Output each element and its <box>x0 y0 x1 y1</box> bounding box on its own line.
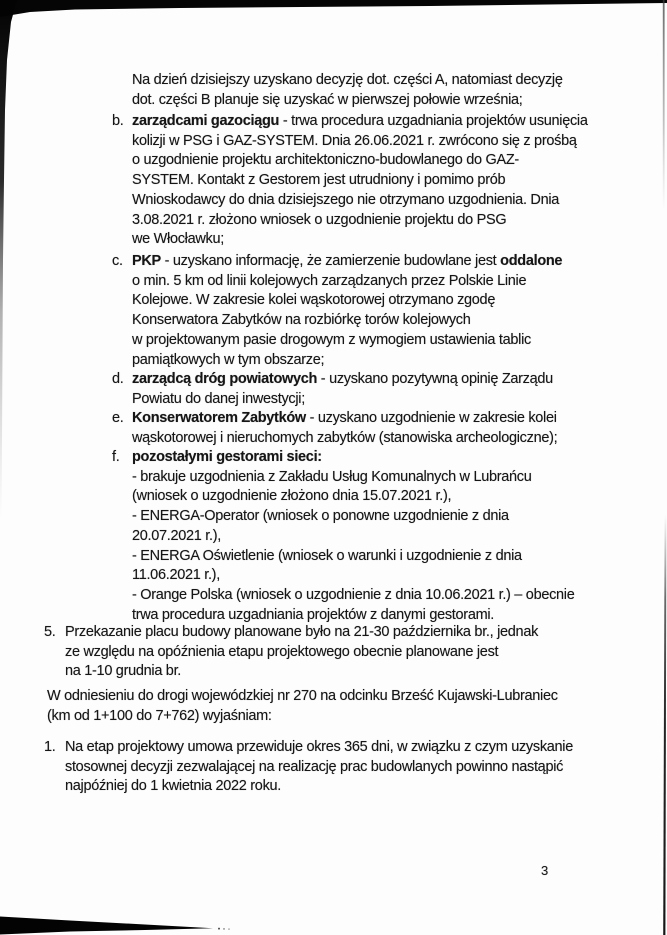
list-item-5 <box>44 623 539 682</box>
text-run: Kolejowe. W zakresie kolei wąskotorowej otrzymano zgodę <box>132 292 496 309</box>
list-item-b <box>112 112 588 250</box>
text-line <box>112 409 557 429</box>
text-run: na 1-10 grudnia br. <box>65 663 182 680</box>
text-run: 20.07.2021 r.), <box>132 527 222 544</box>
text-line <box>65 777 573 797</box>
scan-speck <box>218 928 220 930</box>
text-line <box>112 448 575 468</box>
text-run: stosownej decyzji zezwalającej na realizację prac budowlanych powinno nastąpić <box>65 758 564 775</box>
text-run: o min. 5 km od linii kolejowych zarządzanych przez Polskie Linie <box>132 272 527 289</box>
text-line <box>132 311 562 331</box>
bold-text-run: oddalone <box>500 253 563 269</box>
text-line <box>132 71 563 91</box>
text-line <box>65 662 538 682</box>
text-run: Przekazanie placu budowy planowane było na 21-30 października br., jednak <box>65 624 539 640</box>
text-line <box>132 151 588 171</box>
text-run: najpóźniej do 1 kwietnia 2022 roku. <box>65 778 282 795</box>
list-marker: e. <box>112 410 124 426</box>
text-run: - uzyskano informację, że zamierzenie budowlane jest <box>160 253 501 269</box>
scan-edge-right-top <box>663 0 665 210</box>
text-run: - brakuje uzgodnienia z Zakładu Usług Komunalnych w Lubrańcu <box>132 468 532 485</box>
text-run: kolizji w PSG i GAZ-SYSTEM. Dnia 26.06.2021 r. zwrócono się z prośbą <box>132 132 577 149</box>
text-line <box>47 707 558 727</box>
text-line <box>132 351 562 371</box>
text-line <box>112 370 553 390</box>
text-run: - uzyskano pozytywną opinię Zarządu <box>317 371 553 387</box>
text-run: 3.08.2021 r. złożono wniosek o uzgodnienie projektu do PSG <box>132 211 507 228</box>
text-run: - ENERGA-Operator (wniosek o ponowne uzgodnienie z dnia <box>132 508 509 525</box>
text-run: (km od 1+100 do 7+762) wyjaśniam: <box>47 707 272 724</box>
list-marker: 5. <box>44 624 56 640</box>
text-line <box>44 738 573 758</box>
scan-speck <box>228 928 229 929</box>
list-item-e <box>112 409 558 448</box>
text-line <box>132 132 588 152</box>
bold-text-run: zarządcami gazociągu <box>132 113 280 129</box>
text-run: - ENERGA Oświetlenie (wniosek o warunki i uzgodnienie z dnia <box>132 547 522 564</box>
text-run: w projektowanym pasie drogowym z wymogiem ustawienia tablic <box>132 331 531 348</box>
text-run: W odniesieniu do drogi wojewódzkiej nr 270 na odcinku Brześć Kujawski-Lubraniec <box>47 688 558 704</box>
text-run: Powiatu do danej inwestycji; <box>132 390 305 407</box>
text-run: - trwa procedura uzgadniania projektów usunięcia <box>279 113 588 129</box>
bold-text-run: Konserwatorem Zabytków <box>132 410 306 426</box>
text-line <box>132 291 562 311</box>
list-marker: 1. <box>44 739 56 755</box>
text-line <box>132 468 575 488</box>
text-line <box>44 623 539 643</box>
text-run: dot. części B planuje się uzyskać w pierwszej połowie września; <box>132 91 523 108</box>
text-line <box>132 331 562 351</box>
text-line <box>132 487 575 507</box>
text-line <box>112 252 563 272</box>
text-line <box>112 112 588 132</box>
text-line <box>132 272 562 292</box>
text-line <box>65 643 538 663</box>
text-run: we Włocławku; <box>132 231 224 248</box>
text-run: Wnioskodawcy do dnia dzisiejszego nie otrzymano uzgodnienia. Dnia <box>132 191 560 208</box>
scan-edge-top <box>0 0 667 17</box>
text-run: 11.06.2021 r.), <box>132 567 220 584</box>
list-item-f <box>112 448 575 625</box>
text-line <box>132 91 563 111</box>
text-line <box>132 566 575 586</box>
text-line <box>132 429 557 449</box>
text-line <box>132 527 575 547</box>
list-marker: c. <box>112 253 123 269</box>
text-run: Na etap projektowy umowa przewiduje okres 365 dni, w związku z czym uzyskanie <box>65 739 573 755</box>
scan-wedge-bottom-left <box>0 917 213 935</box>
text-line <box>132 171 588 191</box>
text-line <box>132 390 553 410</box>
text-run: o uzgodnienie projektu architektoniczno-budowlanego do GAZ- <box>132 152 519 169</box>
list-item-a-continuation <box>132 71 563 110</box>
scan-edge-left <box>0 0 17 520</box>
text-run: Na dzień dzisiejszy uzyskano decyzję dot. części A, natomiast decyzję <box>132 72 563 88</box>
text-line <box>47 687 558 707</box>
list-marker: d. <box>112 371 124 387</box>
list-item-1 <box>44 738 573 797</box>
text-run: (wniosek o uzgodnienie złożono dnia 15.07.2021 r.), <box>132 488 452 505</box>
list-marker: f. <box>112 449 120 465</box>
text-run: SYSTEM. Kontakt z Gestorem jest utrudniony i pomimo prób <box>132 172 506 189</box>
text-line <box>132 507 575 527</box>
bold-text-run: PKP <box>132 253 161 269</box>
text-line <box>132 547 575 567</box>
bold-text-run: pozostałymi gestorami sieci: <box>132 449 322 465</box>
text-line <box>132 230 588 250</box>
text-run: trwa procedura uzgadniania projektów z danymi gestorami. <box>132 606 495 623</box>
paragraph-road-270 <box>47 687 558 726</box>
page-number: 3 <box>541 863 548 878</box>
text-run: ze względu na opóźnienia etapu projektowego obecnie planowane jest <box>65 643 499 660</box>
scan-speck <box>223 928 225 930</box>
text-line <box>65 758 573 778</box>
list-item-c <box>112 252 563 370</box>
list-marker: b. <box>112 113 124 129</box>
text-run: - Orange Polska (wniosek o uzgodnienie z dnia 10.06.2021 r.) – obecnie <box>132 586 575 603</box>
text-run: - uzyskano uzgodnienie w zakresie kolei <box>305 410 557 426</box>
bold-text-run: zarządcą dróg powiatowych <box>132 371 318 387</box>
text-line <box>132 211 588 231</box>
text-line <box>132 586 575 606</box>
list-item-d <box>112 370 553 409</box>
text-line <box>132 191 588 211</box>
text-run: Konserwatora Zabytków na rozbiórkę torów kolejowych <box>132 312 471 329</box>
scan-edge-right-bottom <box>663 515 666 935</box>
text-run: wąskotorowej i nieruchomych zabytków (stanowiska archeologiczne); <box>132 429 558 446</box>
text-run: pamiątkowych w tym obszarze; <box>132 351 325 368</box>
